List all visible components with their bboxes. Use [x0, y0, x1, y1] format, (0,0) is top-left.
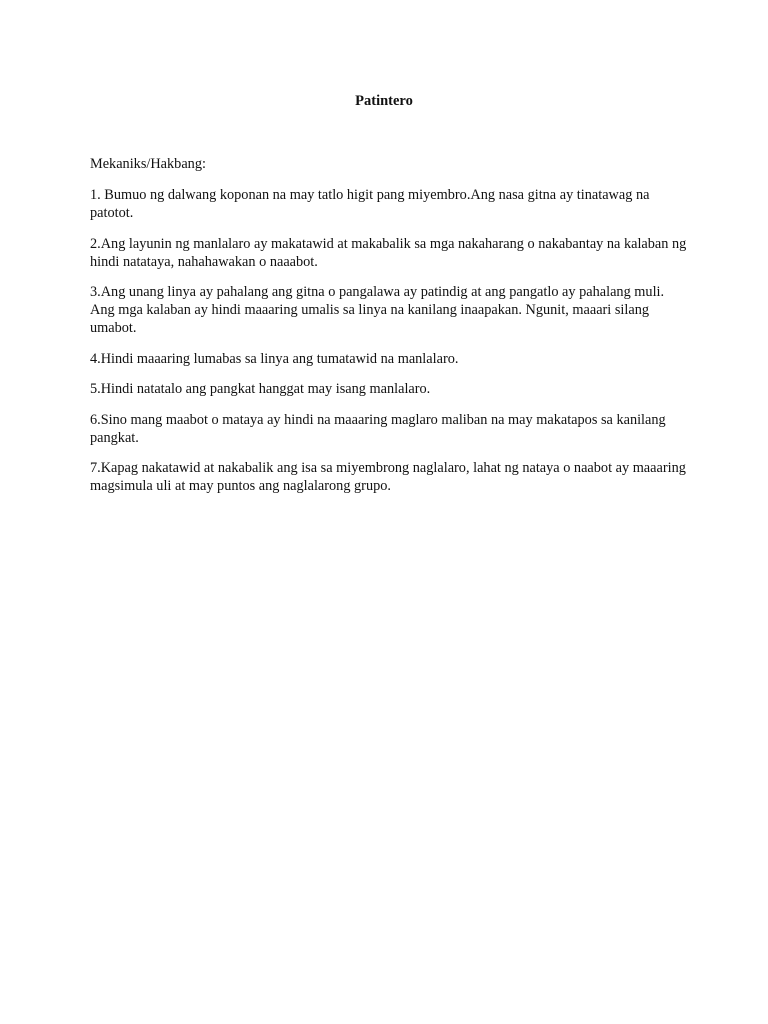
list-item-5: 5.Hindi natatalo ang pangkat hanggat may isang manlalaro.	[90, 381, 431, 397]
list-item-7: 7.Kapag nakatawid at nakabalik ang isa sa miyembrong naglalaro, lahat ng nataya o naabot ay maaaring magsimula uli at may puntos ang naglalarong grupo.	[90, 460, 686, 494]
list-item-3: 3.Ang unang linya ay pahalang ang gitna o pangalawa ay patindig at ang pangatlo ay pahalang muli. Ang mga kalaban ay hindi maaaring umalis sa linya na kanilang inaapakan. Ngunit, maaari silang umabot.	[90, 284, 665, 336]
list-item-1: 1. Bumuo ng dalwang koponan na may tatlo higit pang miyembro.Ang nasa gitna ay tinatawag na patotot.	[90, 187, 650, 221]
document-body	[90, 155, 690, 508]
list-item-4: 4.Hindi maaaring lumabas sa linya ang tumatawid na manlalaro.	[90, 350, 459, 367]
section-heading: Mekaniks/Hakbang:	[90, 156, 206, 172]
document-title: Patintero	[355, 93, 413, 109]
list-item-2: 2.Ang layunin ng manlalaro ay makatawid at makabalik sa mga nakaharang o nakabantay na kalaban ng hindi natataya, nahahawakan o naaabot.	[90, 235, 687, 270]
list-item-6: 6.Sino mang maabot o mataya ay hindi na maaaring maglaro maliban na may makatapos sa kanilang pangkat.	[90, 411, 666, 446]
